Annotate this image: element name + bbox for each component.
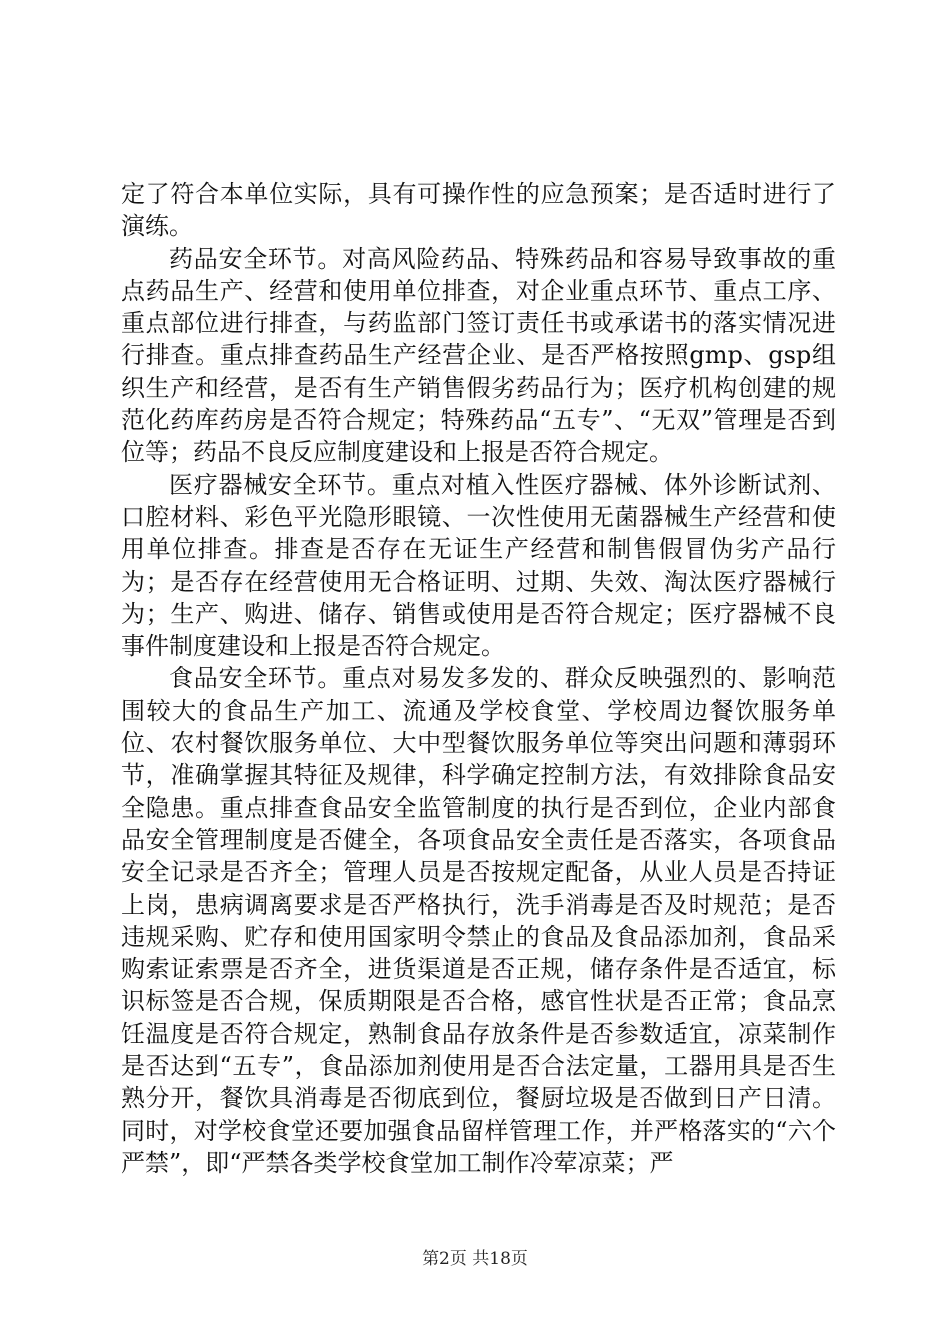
paragraph-food-safety: 食品安全环节。重点对易发多发的、群众反映强烈的、影响范围较大的食品生产加工、流通及学校食堂、学校周边餐饮服务单位、农村餐饮服务单位、大中型餐饮服务单位等突出问题和薄弱环节，准确掌握其特征及规律，科学确定控制方法，有效排除食品安全隐患。重点排查食品安全监管制度的执行是否到位，企业内部食品安全管理制度是否健全，各项食品安全责任是否落实，各项食品安全记录是否齐全；管理人员是否按规定配备，从业人员是否持证上岗，患病调离要求是否严格执行，洗手消毒是否及时规范；是否违规采购、贮存和使用国家明令禁止的食品及食品添加剂，食品采购索证索票是否齐全，进货渠道是否正规，储存条件是否适宜，标识标签是否合规，保质期限是否合格，感官性状是否正常；食品烹饪温度是否符合规定，熟制食品存放条件是否参数适宜，凉菜制作是否达到“五专”，食品添加剂使用是否合法定量，工器用具是否生熟分开，餐饮具消毒是否彻底到位，餐厨垃圾是否做到日产日清。同时，对学校食堂还要加强食品留样管理工作，并严格落实的“六个严禁”，即“严禁各类学校食堂加工制作冷荤凉菜；严 bbox=[121, 664, 836, 1177]
page-footer: 第2页 共18页 bbox=[422, 1249, 528, 1269]
paragraph-drug-safety: 药品安全环节。对高风险药品、特殊药品和容易导致事故的重点药品生产、经营和使用单位排查，对企业重点环节、重点工序、重点部位进行排查，与药监部门签订责任书或承诺书的落实情况进行排查。重点排查药品生产经营企业、是否严格按照gmp、gsp组织生产和经营，是否有生产销售假劣药品行为；医疗机构创建的规范化药库药房是否符合规定；特殊药品“五专”、“无双”管理是否到位等；药品不良反应制度建设和上报是否符合规定。 bbox=[121, 244, 836, 467]
document-body bbox=[121, 178, 836, 1179]
paragraph-continuation: 定了符合本单位实际，具有可操作性的应急预案；是否适时进行了演练。 bbox=[121, 180, 836, 241]
paragraph-medical-device-safety: 医疗器械安全环节。重点对植入性医疗器械、体外诊断试剂、口腔材料、彩色平光隐形眼镜、一次性使用无菌器械生产经营和使用单位排查。排查是否存在无证生产经营和制售假冒伪劣产品行为；是否存在经营使用无合格证明、过期、失效、淘汰医疗器械行为；生产、购进、储存、销售或使用是否符合规定；医疗器械不良事件制度建设和上报是否符合规定。 bbox=[121, 470, 836, 661]
